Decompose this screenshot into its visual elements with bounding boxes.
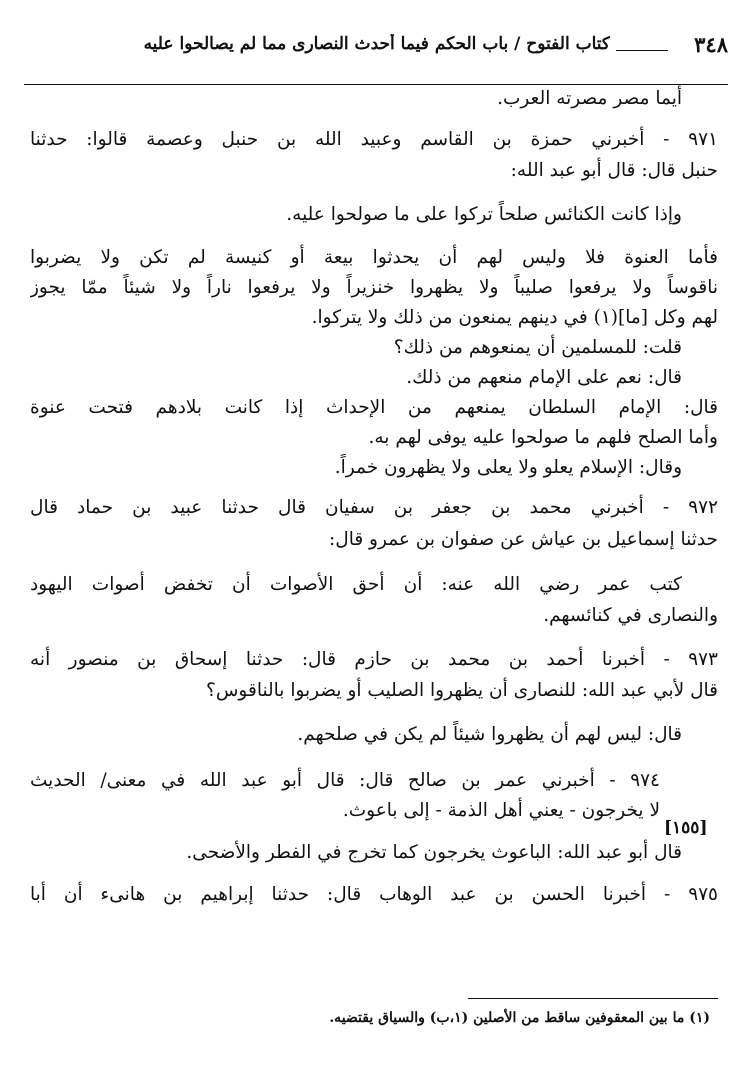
page-number: ٣٤٨ [694, 32, 728, 57]
text-line-4: وإذا كانت الكنائس صلحاً تركوا على ما صولحوا عليه. [286, 204, 682, 225]
text-line-15: كتب عمر رضي الله عنه: أن أحق الأصوات أن تخفض أصوات اليهود [30, 574, 682, 595]
text-line-9: قال: نعم على الإمام منعهم من ذلك. [406, 367, 682, 388]
text-line-5: فأما العنوة فلا وليس لهم أن يحدثوا بيعة أو كنيسة لم تكن ولا يضربوا [30, 247, 718, 268]
text-line-11: وأما الصلح فلهم ما صولحوا عليه يوفى لهم به. [368, 427, 718, 448]
text-line-13: ٩٧٢ - أخبرني محمد بن جعفر بن سفيان قال حدثنا عبيد بن حماد قال [30, 497, 718, 518]
text-line-14: حدثنا إسماعيل بن عياش عن صفوان بن عمرو قال: [329, 529, 718, 550]
text-line-20: ٩٧٤ - أخبرني عمر بن صالح قال: قال أبو عبد الله في معنى/ الحديث [30, 770, 660, 791]
footnote-rule [468, 998, 718, 999]
text-line-18: قال لأبي عبد الله: للنصارى أن يظهروا الصليب أو يضربوا بالناقوس؟ [206, 680, 718, 701]
text-line-10: قال: الإمام السلطان يمنعهم من الإحداث إذا كانت بلادهم فتحت عنوة [30, 397, 718, 418]
text-line-16: والنصارى في كنائسهم. [543, 605, 718, 626]
header-dash [616, 50, 668, 51]
running-title: كتاب الفتوح / باب الحكم فيما أحدث النصارى مما لم يصالحوا عليه [143, 34, 610, 54]
text-line-22: قال أبو عبد الله: الباعوث يخرجون كما تخرج في الفطر والأضحى. [186, 842, 682, 863]
text-line-19: قال: ليس لهم أن يظهروا شيئاً لم يكن في صلحهم. [297, 724, 682, 745]
text-line-1: أيما مصر مصرته العرب. [497, 88, 682, 109]
text-line-17: ٩٧٣ - أخبرنا أحمد بن محمد بن حازم قال: حدثنا إسحاق بن منصور أنه [30, 649, 718, 670]
text-line-6: ناقوساً ولا يرفعوا صليباً ولا يظهروا خنزيراً ولا يرفعوا ناراً ولا شيئاً ممّا يجوز [30, 277, 718, 298]
text-line-12: وقال: الإسلام يعلو ولا يعلى ولا يظهرون خمراً. [334, 457, 682, 478]
text-line-23: ٩٧٥ - أخبرنا الحسن بن عبد الوهاب قال: حدثنا إبراهيم بن هانىء أن أبا [30, 884, 718, 905]
text-line-3: حنبل قال: قال أبو عبد الله: [510, 160, 718, 181]
footnote: (١) ما بين المعقوفين ساقط من الأصلين (١،ب) والسياق يقتضيه. [329, 1010, 710, 1026]
text-line-2: ٩٧١ - أخبرني حمزة بن القاسم وعبيد الله بن حنبل وعصمة قالوا: حدثنا [30, 129, 718, 150]
text-line-21: لا يخرجون - يعني أهل الذمة - إلى باعوث. [342, 800, 660, 821]
margin-folio-note: [١٥٥] [664, 818, 708, 838]
text-line-8: قلت: للمسلمين أن يمنعوهم من ذلك؟ [393, 337, 682, 358]
page-header [24, 28, 728, 88]
text-line-7: لهم وكل [ما](١) في دينهم يمنعون من ذلك ولا يتركوا. [311, 307, 718, 328]
